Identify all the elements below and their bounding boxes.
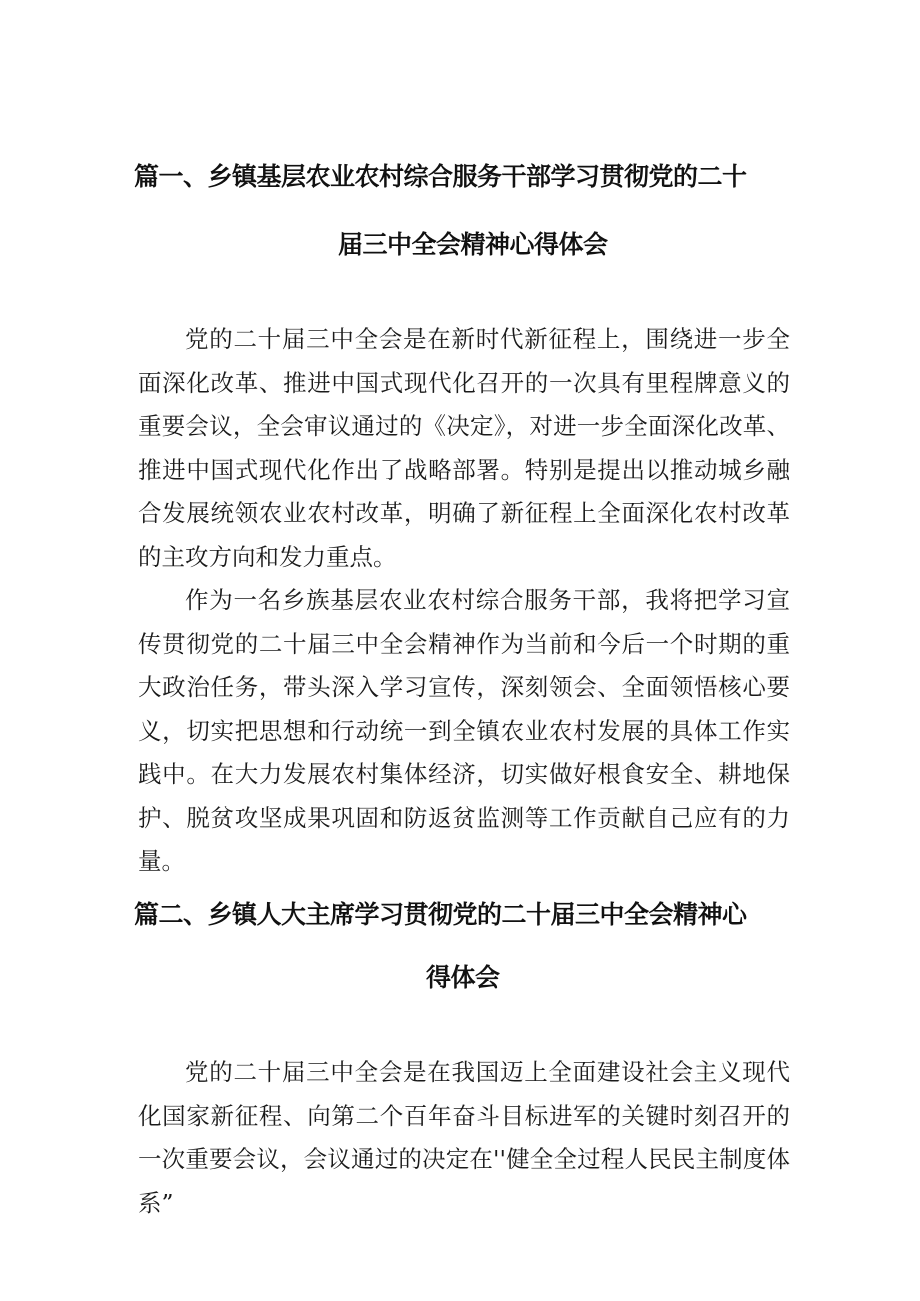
article2-title-line1: 篇二、乡镇人大主席学习贯彻党的二十届三中全会精神心 xyxy=(134,900,747,929)
article1-title-line1: 篇一、乡镇基层农业农村综合服务干部学习贯彻党的二十 xyxy=(134,162,747,191)
article2-title-line2: 得体会 xyxy=(426,963,500,992)
article2-paragraph-1: 党的二十届三中全会是在我国迈上全面建设社会主义现代化国家新征程、向第二个百年奋斗目标进军的关键时刻召开的一次重要会议，会议通过的决定在''健全全过程人民民主制度体系” xyxy=(138,1058,790,1217)
article1-title-line2: 届三中全会精神心得体会 xyxy=(338,230,608,259)
article1-paragraph-1: 党的二十届三中全会是在新时代新征程上，围绕进一步全面深化改革、推进中国式现代化召开的一次具有里程牌意义的重要会议，全会审议通过的《决定》，对进一步全面深化改革、推进中国式现代化作出了战略部署。特别是提出以推动城乡融合发展统领农业农村改革，明确了新征程上全面深化农村改革的主攻方向和发力重点。 xyxy=(138,325,790,571)
article1-paragraph-2: 作为一名乡族基层农业农村综合服务干部，我将把学习宣传贯彻党的二十届三中全会精神作为当前和今后一个时期的重大政治任务，带头深入学习宣传，深刻领会、全面领悟核心要义，切实把思想和行动统一到全镇农业农村发展的具体工作实践中。在大力发展农村集体经济，切实做好根食安全、耕地保护、脱贫攻坚成果巩固和防返贫监测等工作贡献自己应有的力量。 xyxy=(138,586,790,875)
